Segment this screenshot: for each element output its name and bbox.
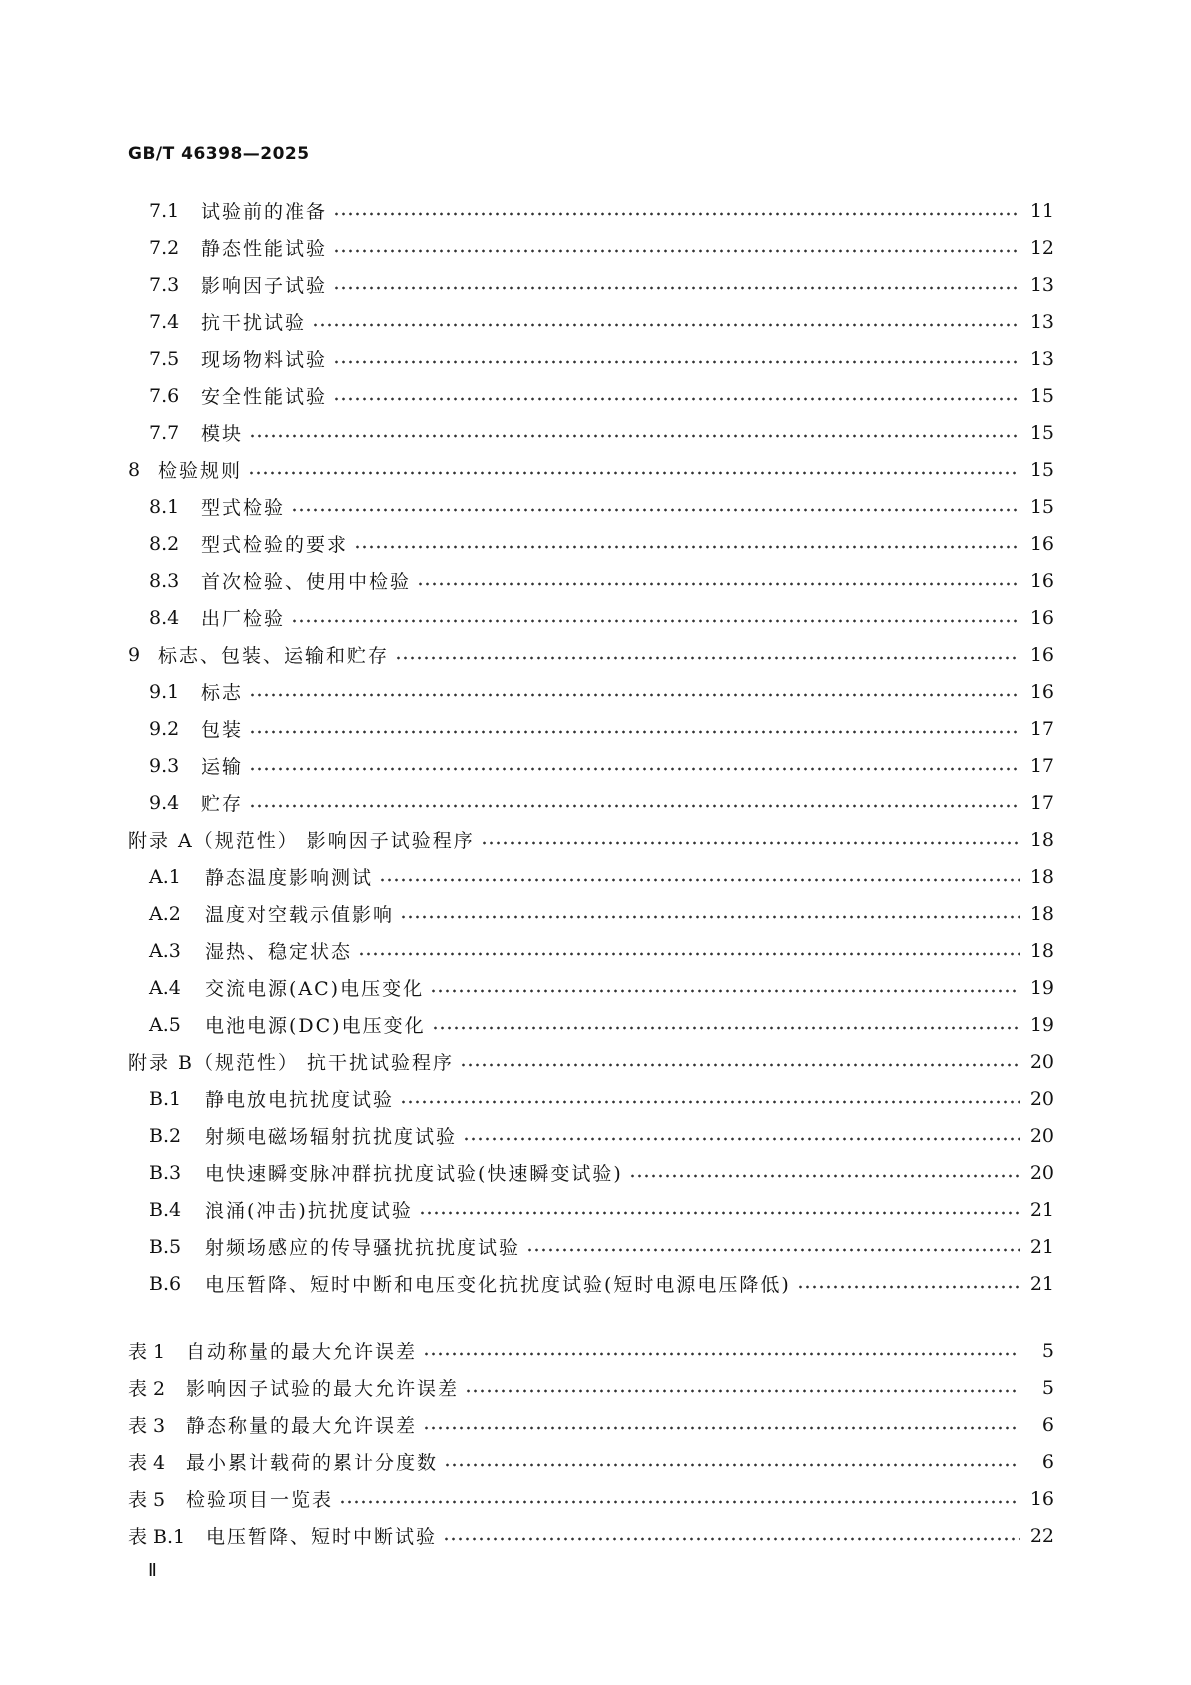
entry-title: 抗干扰试验 bbox=[201, 312, 307, 334]
entry-title: 湿热、稳定状态 bbox=[205, 941, 353, 963]
entry-title: 标志 bbox=[201, 682, 244, 704]
toc-entry[interactable] bbox=[128, 636, 1054, 673]
entry-page-number: 20 bbox=[1029, 1050, 1054, 1073]
entry-page-number: 13 bbox=[1029, 273, 1054, 296]
dot-leader bbox=[291, 619, 1020, 623]
entry-page-number: 18 bbox=[1029, 865, 1054, 888]
entry-page-number: 15 bbox=[1029, 458, 1054, 481]
table-list-entry[interactable] bbox=[128, 1369, 1054, 1406]
entry-title: 静态称量的最大允许误差 bbox=[186, 1415, 418, 1437]
dot-leader bbox=[465, 1389, 1020, 1393]
entry-title: 型式检验 bbox=[201, 497, 286, 519]
entry-number: A.4 bbox=[149, 976, 181, 999]
dot-leader bbox=[249, 767, 1020, 771]
entry-number: 8.2 bbox=[149, 532, 180, 555]
dot-leader bbox=[444, 1463, 1020, 1467]
entry-page-number: 18 bbox=[1029, 939, 1054, 962]
entry-title: 安全性能试验 bbox=[201, 386, 328, 408]
section-gap bbox=[128, 1302, 1054, 1332]
entry-title: 试验前的准备 bbox=[201, 201, 328, 223]
toc-entry[interactable] bbox=[128, 1006, 1054, 1043]
entry-page-number: 12 bbox=[1029, 236, 1054, 259]
entry-number: 表 4 bbox=[128, 1452, 166, 1474]
entry-number: A.2 bbox=[149, 902, 181, 925]
dot-leader bbox=[423, 1426, 1020, 1430]
entry-title: 电池电源(DC)电压变化 bbox=[205, 1015, 426, 1037]
document-id-header: GB/T 46398—2025 bbox=[128, 144, 310, 164]
entry-number: 9.1 bbox=[149, 680, 180, 703]
entry-page-number: 19 bbox=[1029, 976, 1054, 999]
entry-page-number: 13 bbox=[1029, 347, 1054, 370]
entry-page-number: 15 bbox=[1029, 495, 1054, 518]
entry-number: A.5 bbox=[149, 1013, 181, 1036]
entry-number: B.2 bbox=[149, 1124, 182, 1147]
entry-title: 最小累计载荷的累计分度数 bbox=[186, 1452, 439, 1474]
entry-number: 9.2 bbox=[149, 717, 180, 740]
entry-number: 8.4 bbox=[149, 606, 180, 629]
toc-entry[interactable] bbox=[128, 303, 1054, 340]
entry-number: B.5 bbox=[149, 1235, 182, 1258]
entry-title: 静态温度影响测试 bbox=[205, 867, 374, 889]
dot-leader bbox=[460, 1063, 1020, 1067]
dot-leader bbox=[419, 1211, 1020, 1215]
toc-entry[interactable] bbox=[128, 414, 1054, 451]
dot-leader bbox=[629, 1174, 1020, 1178]
table-list-entry[interactable] bbox=[128, 1332, 1054, 1369]
dot-leader bbox=[249, 434, 1020, 438]
toc-entry[interactable] bbox=[128, 562, 1054, 599]
toc-entry[interactable] bbox=[128, 1080, 1054, 1117]
entry-number: B.3 bbox=[149, 1161, 182, 1184]
toc-entry[interactable] bbox=[128, 858, 1054, 895]
entry-title: 影响因子试验的最大允许误差 bbox=[186, 1378, 460, 1400]
entry-page-number: 15 bbox=[1029, 421, 1054, 444]
dot-leader bbox=[417, 582, 1020, 586]
dot-leader bbox=[333, 286, 1020, 290]
entry-title: 包装 bbox=[201, 719, 244, 741]
toc-entry[interactable] bbox=[128, 1228, 1054, 1265]
entry-title: 贮存 bbox=[201, 793, 244, 815]
entry-number: 8.3 bbox=[149, 569, 180, 592]
entry-number: 表 5 bbox=[128, 1489, 166, 1511]
dot-leader bbox=[333, 249, 1020, 253]
entry-number: 表 3 bbox=[128, 1415, 166, 1437]
dot-leader bbox=[339, 1500, 1020, 1504]
entry-title: 射频场感应的传导骚扰抗扰度试验 bbox=[205, 1237, 521, 1259]
dot-leader bbox=[463, 1137, 1020, 1141]
table-of-contents bbox=[128, 192, 1054, 1554]
entry-title: 检验项目一览表 bbox=[186, 1489, 334, 1511]
table-list-entry[interactable] bbox=[128, 1517, 1054, 1554]
entry-title: 标志、包装、运输和贮存 bbox=[158, 645, 390, 667]
dot-leader bbox=[430, 989, 1020, 993]
entry-page-number: 20 bbox=[1029, 1161, 1054, 1184]
toc-entry[interactable] bbox=[128, 932, 1054, 969]
dot-leader bbox=[312, 323, 1020, 327]
entry-page-number: 15 bbox=[1029, 384, 1054, 407]
toc-entry[interactable] bbox=[128, 451, 1054, 488]
entry-number: 8 bbox=[128, 458, 141, 481]
entry-title: 现场物料试验 bbox=[201, 349, 328, 371]
toc-entry[interactable] bbox=[128, 599, 1054, 636]
dot-leader bbox=[249, 730, 1020, 734]
dot-leader bbox=[443, 1537, 1020, 1541]
entry-number: 7.7 bbox=[149, 421, 180, 444]
dot-leader bbox=[423, 1352, 1020, 1356]
dot-leader bbox=[354, 545, 1020, 549]
dot-leader bbox=[432, 1026, 1020, 1030]
dot-leader bbox=[333, 360, 1020, 364]
entry-title: 射频电磁场辐射抗扰度试验 bbox=[205, 1126, 458, 1148]
entry-number: 7.5 bbox=[149, 347, 180, 370]
entry-title: 模块 bbox=[201, 423, 244, 445]
entry-title: 首次检验、使用中检验 bbox=[201, 571, 412, 593]
dot-leader bbox=[333, 397, 1020, 401]
dot-leader bbox=[291, 508, 1020, 512]
entry-title: 附录 B（规范性） 抗干扰试验程序 bbox=[128, 1052, 455, 1074]
entry-number: 7.1 bbox=[149, 199, 180, 222]
entry-title: 型式检验的要求 bbox=[201, 534, 349, 556]
entry-page-number: 18 bbox=[1029, 828, 1054, 851]
toc-entry[interactable] bbox=[128, 1043, 1054, 1080]
dot-leader bbox=[248, 471, 1020, 475]
entry-page-number: 6 bbox=[1041, 1450, 1054, 1473]
entry-page-number: 22 bbox=[1029, 1524, 1054, 1547]
entry-number: 7.4 bbox=[149, 310, 180, 333]
entry-page-number: 16 bbox=[1029, 606, 1054, 629]
toc-entry[interactable] bbox=[128, 229, 1054, 266]
entry-page-number: 16 bbox=[1029, 680, 1054, 703]
dot-leader bbox=[358, 952, 1020, 956]
entry-page-number: 11 bbox=[1029, 199, 1054, 222]
toc-entry[interactable] bbox=[128, 525, 1054, 562]
entry-number: A.1 bbox=[149, 865, 181, 888]
entry-number: 表 B.1 bbox=[128, 1526, 186, 1548]
entry-page-number: 6 bbox=[1041, 1413, 1054, 1436]
dot-leader bbox=[526, 1248, 1020, 1252]
entry-page-number: 21 bbox=[1029, 1198, 1054, 1221]
entry-page-number: 16 bbox=[1029, 569, 1054, 592]
toc-entry[interactable] bbox=[128, 488, 1054, 525]
entry-number: 表 2 bbox=[128, 1378, 166, 1400]
toc-entry[interactable] bbox=[128, 784, 1054, 821]
entry-page-number: 20 bbox=[1029, 1124, 1054, 1147]
entry-page-number: 18 bbox=[1029, 902, 1054, 925]
page-number-footer: Ⅱ bbox=[148, 1560, 157, 1581]
dot-leader bbox=[797, 1285, 1020, 1289]
toc-entry[interactable] bbox=[128, 821, 1054, 858]
entry-page-number: 13 bbox=[1029, 310, 1054, 333]
dot-leader bbox=[481, 841, 1020, 845]
entry-number: A.3 bbox=[149, 939, 181, 962]
entry-title: 出厂检验 bbox=[201, 608, 286, 630]
entry-title: 检验规则 bbox=[158, 460, 243, 482]
entry-number: 7.2 bbox=[149, 236, 180, 259]
entry-page-number: 19 bbox=[1029, 1013, 1054, 1036]
entry-page-number: 21 bbox=[1029, 1235, 1054, 1258]
dot-leader bbox=[333, 212, 1020, 216]
entry-title: 静电放电抗扰度试验 bbox=[205, 1089, 395, 1111]
entry-page-number: 5 bbox=[1041, 1376, 1054, 1399]
toc-entry[interactable] bbox=[128, 266, 1054, 303]
dot-leader bbox=[400, 1100, 1020, 1104]
entry-page-number: 16 bbox=[1029, 1487, 1054, 1510]
toc-entry[interactable] bbox=[128, 1265, 1054, 1302]
entry-page-number: 16 bbox=[1029, 643, 1054, 666]
entry-number: B.6 bbox=[149, 1272, 182, 1295]
entry-number: B.1 bbox=[149, 1087, 182, 1110]
entry-page-number: 16 bbox=[1029, 532, 1054, 555]
entry-title: 影响因子试验 bbox=[201, 275, 328, 297]
toc-entry[interactable] bbox=[128, 673, 1054, 710]
table-list-entry[interactable] bbox=[128, 1443, 1054, 1480]
entry-title: 附录 A（规范性） 影响因子试验程序 bbox=[128, 830, 475, 852]
entry-title: 浪涌(冲击)抗扰度试验 bbox=[205, 1200, 413, 1222]
toc-entry[interactable] bbox=[128, 710, 1054, 747]
entry-number: 8.1 bbox=[149, 495, 180, 518]
toc-entry[interactable] bbox=[128, 1191, 1054, 1228]
entry-number: 9.3 bbox=[149, 754, 180, 777]
toc-entry[interactable] bbox=[128, 340, 1054, 377]
entry-page-number: 17 bbox=[1029, 754, 1054, 777]
dot-leader bbox=[249, 693, 1020, 697]
entry-title: 运输 bbox=[201, 756, 244, 778]
dot-leader bbox=[249, 804, 1020, 808]
dot-leader bbox=[379, 878, 1020, 882]
entry-title: 温度对空载示值影响 bbox=[205, 904, 395, 926]
toc-entry[interactable] bbox=[128, 377, 1054, 414]
entry-page-number: 21 bbox=[1029, 1272, 1054, 1295]
toc-entry[interactable] bbox=[128, 192, 1054, 229]
entry-number: 7.6 bbox=[149, 384, 180, 407]
entry-title: 自动称量的最大允许误差 bbox=[186, 1341, 418, 1363]
toc-entry[interactable] bbox=[128, 1117, 1054, 1154]
toc-entry[interactable] bbox=[128, 895, 1054, 932]
entry-number: 7.3 bbox=[149, 273, 180, 296]
entry-title: 交流电源(AC)电压变化 bbox=[205, 978, 425, 1000]
toc-entry[interactable] bbox=[128, 747, 1054, 784]
entry-title: 电压暂降、短时中断试验 bbox=[206, 1526, 438, 1548]
entry-page-number: 20 bbox=[1029, 1087, 1054, 1110]
entry-page-number: 17 bbox=[1029, 717, 1054, 740]
entry-page-number: 17 bbox=[1029, 791, 1054, 814]
entry-page-number: 5 bbox=[1041, 1339, 1054, 1362]
entry-number: 表 1 bbox=[128, 1341, 166, 1363]
entry-title: 电压暂降、短时中断和电压变化抗扰度试验(短时电源电压降低) bbox=[205, 1274, 791, 1296]
entry-number: 9.4 bbox=[149, 791, 180, 814]
table-list-entry[interactable] bbox=[128, 1480, 1054, 1517]
dot-leader bbox=[400, 915, 1020, 919]
entry-number: 9 bbox=[128, 643, 141, 666]
entry-title: 电快速瞬变脉冲群抗扰度试验(快速瞬变试验) bbox=[205, 1163, 623, 1185]
table-list-entry[interactable] bbox=[128, 1406, 1054, 1443]
toc-entry[interactable] bbox=[128, 1154, 1054, 1191]
toc-entry[interactable] bbox=[128, 969, 1054, 1006]
dot-leader bbox=[395, 656, 1020, 660]
entry-title: 静态性能试验 bbox=[201, 238, 328, 260]
entry-number: B.4 bbox=[149, 1198, 182, 1221]
